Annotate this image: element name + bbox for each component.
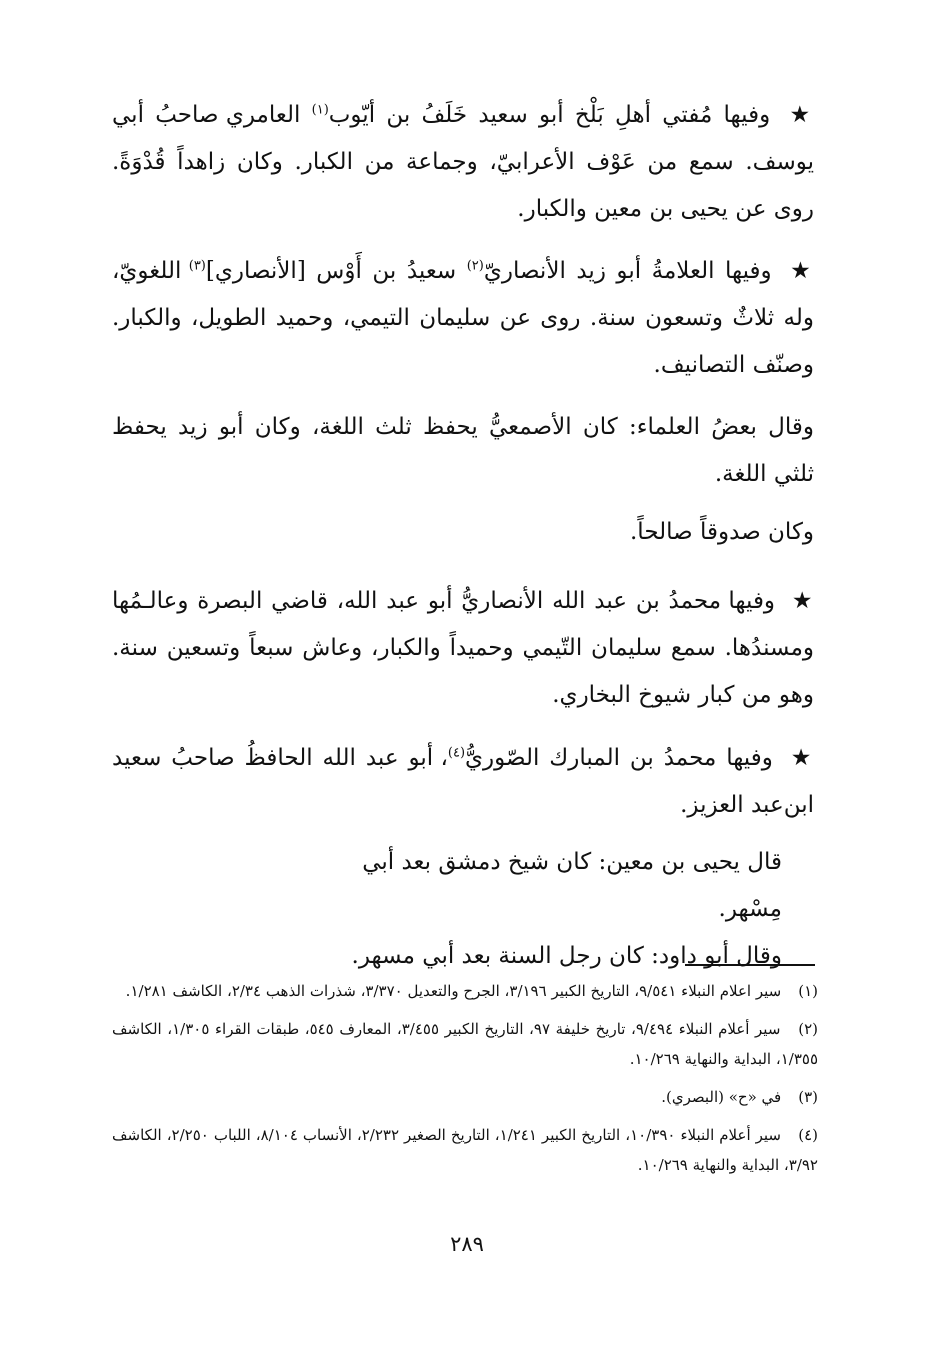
footnote-number: (٢) bbox=[798, 1020, 818, 1038]
footnote-number: (١) bbox=[798, 982, 818, 1000]
star-marker: ★ bbox=[790, 745, 815, 771]
paragraph-text: وقال بعضُ العلماء: كان الأصمعيُّ يحفظ ثلث اللغة، وكان أبو زيد يحفظ ثلثي اللغة. bbox=[112, 414, 814, 487]
footnote-1 bbox=[112, 976, 818, 1006]
paragraph-text-tail: اللغويّ، وله ثلاثٌ وتسعون سنة. روى عن سليمان التيمي، وحميد الطويل، والكبار. وصنّف التصانيف. bbox=[112, 258, 814, 378]
footnote-text: سير أعلام النبلاء ٩/٤٩٤، تاريخ خليفة ٩٧، التاريخ الكبير ٣/٤٥٥، المعارف ٥٤٥، طبقات القراء ١/٣٠٥، الكاشف ١/٣٥٥، البداية والنهاية ١٠/٢٦٩. bbox=[112, 1020, 818, 1068]
scholars-saying-paragraph bbox=[112, 404, 814, 498]
footnote-4 bbox=[112, 1120, 818, 1180]
paragraph-text: وفيها محمدُ بن المبارك الصّوريُّ bbox=[465, 745, 773, 771]
footnote-text: سير اعلام النبلاء ٩/٥٤١، التاريخ الكبير ٣/١٩٦، الجرح والتعديل ٣/٣٧٠، شذرات الذهب ٢/٣٤، الكاشف ١/٢٨١. bbox=[125, 982, 782, 1000]
paragraph-text: وفيها محمدُ بن عبد الله الأنصاريُّ أبو عبد الله، قاضي البصرة وعالـمُها ومسندُها. سمع سليمان التّيمي وحميداً والكبار، وعاش سبعاً وتسعين سنة. وهو من كبار شيوخ البخاري. bbox=[112, 588, 814, 708]
footnote-2 bbox=[112, 1014, 818, 1074]
paragraph-text: وفيها مُفتي أهلِ بَلْخ أبو سعيد خَلَفُ بن أيّوب bbox=[328, 102, 771, 128]
entry-khalaf-ibn-ayyub bbox=[112, 92, 814, 233]
footnote-ref-4[interactable]: (٤) bbox=[447, 745, 466, 761]
quotes-block bbox=[300, 839, 782, 980]
paragraph-text-continued: ، أبو عبد الله الحافظُ صاحبُ سعيد ابن‌عبد العزيز. bbox=[112, 745, 814, 818]
footnote-text: سير أعلام النبلاء ١٠/٣٩٠، التاريخ الكبير ١/٢٤١، التاريخ الصغير ٢/٢٣٢، الأنساب ٨/١٠٤، اللباب ٢/٢٥٠، الكاشف ٣/٩٢، البداية والنهاية ١٠/٢٦٩. bbox=[112, 1126, 818, 1174]
footnote-number: (٣) bbox=[798, 1088, 818, 1106]
footnote-ref-1[interactable]: (١) bbox=[311, 102, 329, 118]
footnote-divider bbox=[685, 964, 815, 966]
footnote-3 bbox=[112, 1082, 818, 1112]
footnote-number: (٤) bbox=[798, 1126, 819, 1144]
footnote-ref-2[interactable]: (٢) bbox=[466, 258, 484, 274]
paragraph-text-continued: سعيدُ بن أَوْس [الأنصاري] bbox=[205, 258, 457, 284]
page-number: ٢٨٩ bbox=[450, 1232, 484, 1256]
paragraph-text: وكان صدوقاً صالحاً. bbox=[630, 519, 814, 545]
footnote-text: في «ح» (البصري). bbox=[661, 1088, 782, 1106]
quote-line: وقال أبو داود: كان رجل السنة بعد أبي مسهر. bbox=[351, 943, 782, 969]
truthful-paragraph bbox=[112, 509, 814, 556]
quote-line: قال يحيى بن معين: كان شيخ دمشق بعد أبي مِسْهر. bbox=[362, 849, 782, 922]
star-marker: ★ bbox=[790, 258, 814, 284]
paragraph-text: وفيها العلامةُ أبو زيد الأنصاريّ bbox=[483, 258, 772, 284]
star-marker: ★ bbox=[789, 102, 814, 128]
star-marker: ★ bbox=[791, 588, 815, 614]
entry-muhammad-al-ansari bbox=[112, 578, 814, 719]
footnote-ref-3[interactable]: (٣) bbox=[188, 258, 206, 274]
entry-muhammad-al-suri bbox=[112, 735, 814, 829]
footnotes-section bbox=[112, 976, 818, 1188]
entry-abu-zayd-al-ansari bbox=[112, 248, 814, 389]
paragraph-text-continued: العامري صاحبُ أبي يوسف. سمع من عَوْف الأعرابيّ، وجماعة من الكبار. وكان زاهداً قُدْوَةً. روى عن يحيى بن معين والكبار. bbox=[112, 102, 814, 222]
